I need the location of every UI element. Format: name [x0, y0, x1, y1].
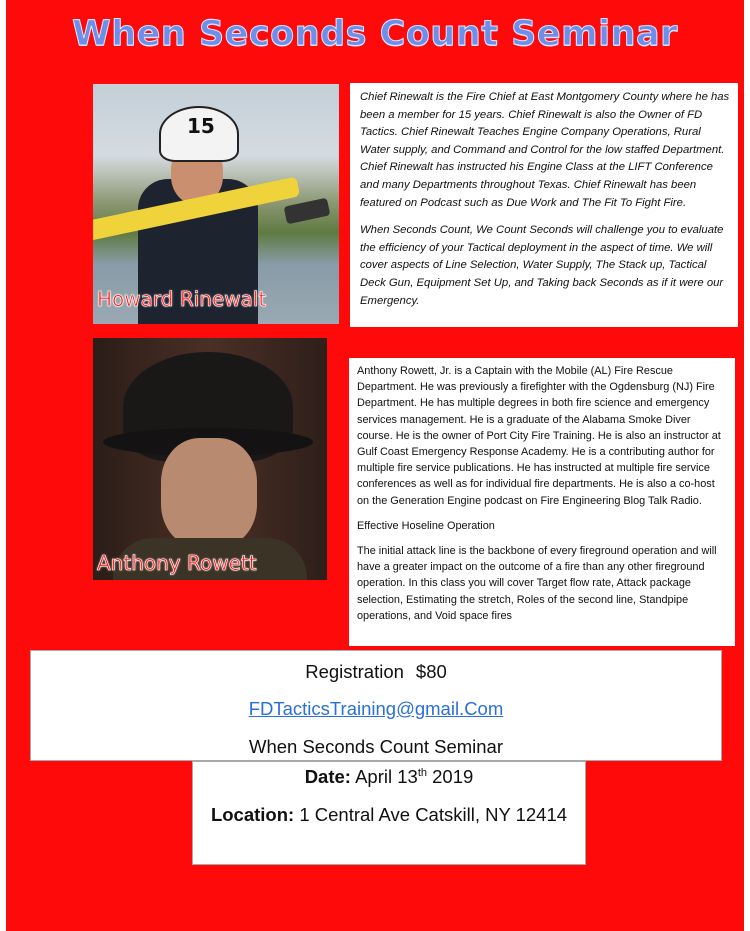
date-year: 2019 — [432, 766, 474, 787]
right-border — [744, 0, 750, 931]
speaker-name-anthony: Anthony Rowett — [97, 551, 257, 575]
bio-text-anthony: Anthony Rowett, Jr. is a Captain with the Mobile (AL) Fire Rescue Department. He was previously a firefighter with the Ogdensburg (NJ) Fire Department. He has multiple degrees in both fire science and emergency services management. He is a graduate of the Alabama Smoke Diver course. He is the owner of Port City Fire Training. He is also an instructor at Gulf Coast Emergency Response Academy. He is a contributing author for multiple fire service publications. He has instructed at multiple fire service conferences as well as for individual fire departments. He is also a co-host on the Generation Engine podcast on Fire Engineering Blog Talk Radio. — [357, 365, 721, 507]
class-description-howard: When Seconds Count, We Count Seconds will challenge you to evaluate the efficiency of your Tactical deployment in the aspect of time. We will cover aspects of Line Selection, Water Supply, The Stack up, Tactical Deck Gun, Equipment Set Up, and Taking back Seconds as if it were our Emergency. — [360, 224, 724, 307]
class-title-anthony: Effective Hoseline Operation — [357, 519, 495, 532]
bio-box-anthony — [349, 358, 735, 646]
helmet-number: 15 — [187, 114, 215, 138]
page-title: When Seconds Count Seminar — [72, 14, 678, 54]
date-suffix: th — [417, 766, 427, 779]
registration-price: $80 — [415, 661, 447, 682]
location-address: 1 Central Ave Catskill, NY 12414 — [299, 804, 568, 825]
event-location — [193, 804, 585, 826]
date-label: Date: — [304, 766, 351, 787]
speaker-photo-howard — [93, 84, 339, 324]
class-description-anthony: The initial attack line is the backbone of every fireground operation and will have a greater impact on the outcome of a fire than any other fireground operation. In this class you will cover Target flow rate, Attack package selection, Estimating the stretch, Roles of the second line, Standpipe operations, and Void space fires — [357, 545, 717, 622]
registration-box — [30, 650, 722, 761]
registration-event-name: When Seconds Count Seminar — [249, 736, 503, 757]
bio-text-howard: Chief Rinewalt is the Fire Chief at East Montgomery County where he has been a member for 15 years. Chief Rinewalt is also the Owner of FD Tactics. Chief Rinewalt Teaches Engine Company Operations, Rural Water supply, and Command and Control for the low staffed Department. Chief Rinewalt has instructed his Engine Class at the LIFT Conference and many Departments throughout Texas. Chief Rinewalt has been featured on Podcast such as Due Work and The Fit To Fight Fire. — [360, 91, 730, 209]
speaker-name-howard: Howard Rinewalt — [97, 287, 267, 311]
fire-helmet-icon — [159, 106, 239, 162]
registration-email-link[interactable]: FDTacticsTraining@gmail.Com — [248, 698, 504, 719]
location-label: Location: — [210, 804, 295, 825]
event-details-box — [192, 761, 586, 865]
event-date — [193, 766, 585, 788]
registration-price-line — [31, 661, 721, 683]
registration-label: Registration — [305, 661, 404, 682]
date-day: April 13 — [355, 766, 418, 787]
speaker-photo-anthony — [93, 338, 327, 580]
hose-nozzle-shape — [284, 198, 331, 225]
bio-box-howard — [350, 83, 738, 327]
firefighter-face-shape — [161, 438, 257, 548]
left-border — [0, 0, 6, 931]
